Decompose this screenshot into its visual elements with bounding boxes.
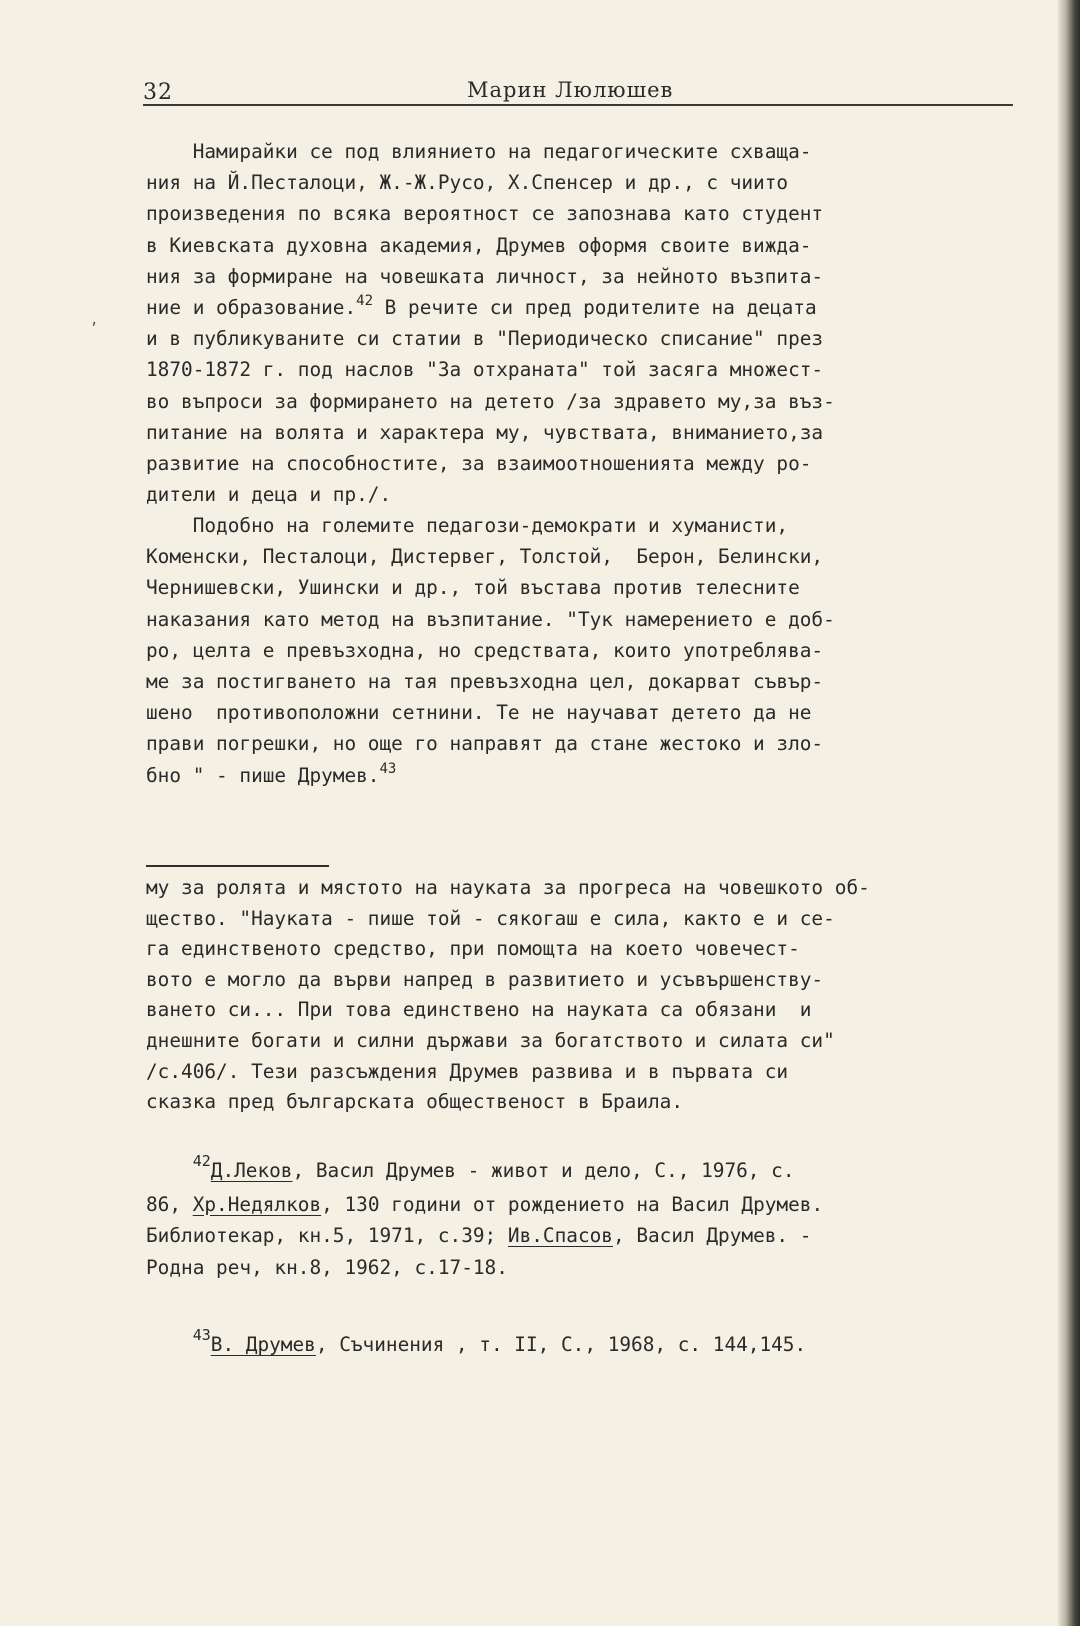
footnote-text: Библиотекар, кн.5, 1971, с.39; (146, 1224, 508, 1247)
footnote-mark: 42 (192, 1152, 211, 1170)
footnote-text: Родна реч, кн.8, 1962, с.17-18. (146, 1255, 508, 1279)
text-line: Чернишевски, Ушински и др., той въстава против телесните (146, 576, 800, 600)
page-edge-shadow (1058, 0, 1080, 1626)
text-line: ния на Й.Песталоци, Ж.-Ж.Русо, Х.Спенсер и др., с чиито (146, 171, 789, 195)
text-line: наказания като метод на възпитание. "Тук намерението е доб- (146, 607, 835, 631)
text-line: развитие на способностите, за взаимоотношенията между ро- (146, 452, 812, 476)
footnote-43 (146, 1326, 807, 1363)
text-line: прави погрешки, но още го направят да стане жестоко и зло- (146, 732, 824, 756)
margin-mark: , (90, 312, 99, 328)
page-number: 32 (143, 80, 173, 105)
footnote-text: , Васил Друмев - живот и дело, С., 1976, с. (292, 1159, 795, 1182)
text-line: бно " - пише Друмев. (146, 763, 380, 787)
text-line: /с.406/. Тези разсъждения Друмев развива и в първата си (146, 1059, 789, 1083)
paragraph-2 (146, 510, 835, 791)
text-line: В речите си пред родителите на децата (373, 296, 817, 320)
text-line: Коменски, Песталоци, Дистервег, Толстой, Берон, Белински, (146, 545, 824, 569)
running-head: Марин Люлюшев (467, 78, 674, 102)
text-line: вото е могло да върви напред в развитието и усъвършенству- (146, 967, 824, 991)
text-line: и в публикуваните си статии в "Периодическо списание" през (146, 327, 824, 351)
text-line: во въпроси за формирането на детето /за здравето му,за въз- (146, 389, 835, 413)
footnote-author: Ив.Спасов (507, 1224, 613, 1247)
text-line: питание на волята и характера му, чувствата, вниманието,за (146, 420, 824, 444)
footnote-ref-43: 43 (379, 760, 397, 777)
footnote-continuation (146, 873, 870, 1118)
footnote-author: В. Друмев (210, 1333, 316, 1356)
text-line: ния за формиране на човешката личност, за нейното възпита- (146, 264, 824, 288)
footnote-text: , Васил Друмев. - (612, 1224, 812, 1247)
text-line: ро, целта е превъзходна, но средствата, които употреблява- (146, 638, 824, 662)
text-line: щество. "Науката - пише той - сякогаш е сила, както е и се- (146, 906, 835, 930)
text-line: 1870-1872 г. под наслов "За отхраната" той засяга множест- (146, 358, 824, 382)
footnote-text: 86, (146, 1192, 193, 1216)
text-line: в Киевската духовна академия, Друмев оформя своите вижда- (146, 233, 812, 257)
footnote-separator (146, 865, 329, 867)
footnote-ref-42: 42 (356, 293, 373, 310)
text-line: днешните богати и силни държави за богатството и силата си" (146, 1028, 835, 1052)
page-header (143, 76, 1013, 106)
text-line: шено противоположни сетнини. Те не научават детето да не (146, 701, 812, 725)
footnote-text: , Съчинения , т. II, С., 1968, с. 144,145. (315, 1333, 807, 1356)
text-line: произведения по всяка вероятност се запознава като студент (146, 202, 824, 226)
text-line: Намирайки се под влиянието на педагогическите схваща- (146, 140, 812, 163)
text-line: ването си... При това единствено на науката са обязани и (146, 998, 812, 1022)
text-line: Подобно на големите педагози-демократи и хуманисти, (146, 514, 789, 537)
text-line: га единственото средство, при помощта на което човечест- (146, 937, 800, 961)
footnote-author: Д.Леков (210, 1159, 293, 1182)
footnote-mark: 43 (192, 1326, 211, 1344)
text-line: ме за постигването на тая превъзходна цел, докарват съвър- (146, 670, 824, 694)
text-line: дители и деца и пр./. (146, 483, 392, 507)
footnote-42 (146, 1152, 824, 1283)
footnote-text: , 130 години от рождението на Васил Друмев. (321, 1192, 824, 1216)
text-line: ние и образование. (146, 296, 357, 320)
text-line: сказка пред българската общественост в Браила. (146, 1090, 684, 1114)
footnote-author: Хр.Недялков (192, 1192, 322, 1216)
text-line: му за ролята и мястото на науката за прогреса на човешкото об- (146, 876, 870, 899)
paragraph-1 (146, 136, 835, 510)
